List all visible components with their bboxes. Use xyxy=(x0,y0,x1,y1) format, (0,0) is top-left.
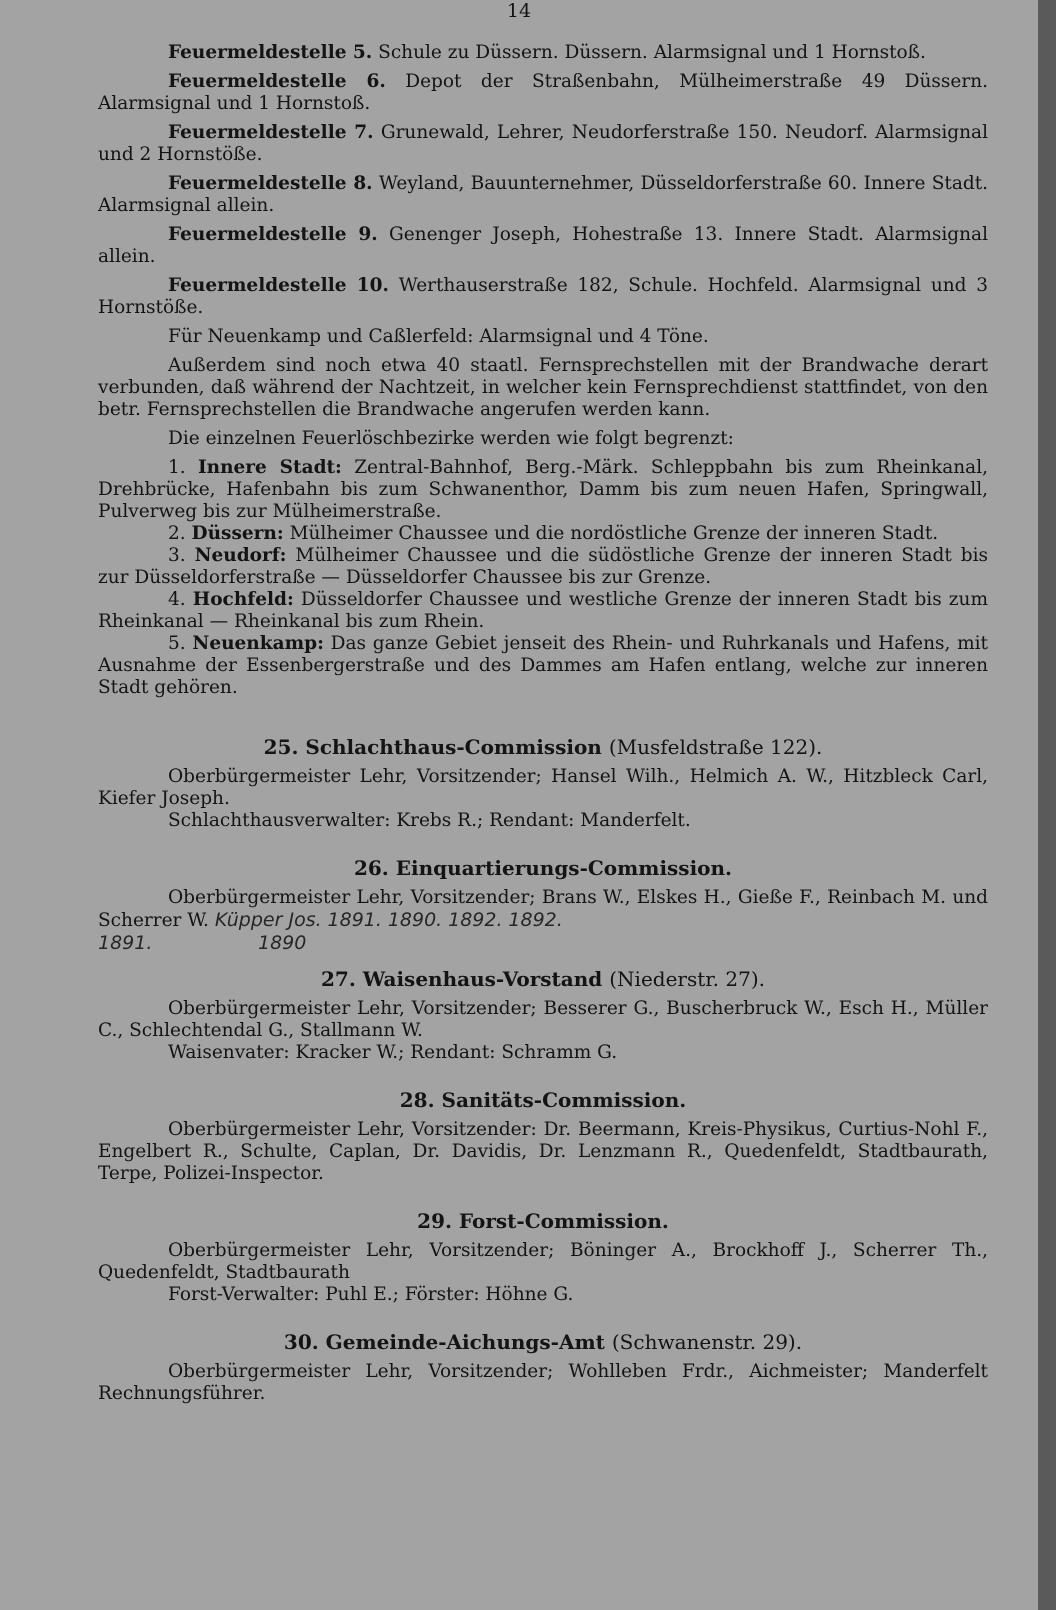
district-text: Mülheimer Chaussee und die nordöstliche Grenze der inneren Stadt. xyxy=(289,523,939,544)
alarm-post-text: Werthauserstraße 182, Schule. Hochfeld. Alarmsignal und 3 Hornstöße. xyxy=(98,275,988,318)
section-29-heading xyxy=(98,1209,988,1233)
handwritten-year: 1891. xyxy=(98,932,153,954)
section-28-heading xyxy=(98,1088,988,1112)
district-2 xyxy=(98,523,988,545)
district-text: Düsseldorfer Chaussee und westliche Grenze der inneren Stadt bis zum Rheinkanal — Rheinkanal bis zum Rhein. xyxy=(98,589,988,632)
alarm-post-label: Feuermeldestelle 6. xyxy=(168,71,386,92)
section-title: Einquartierungs-Commission. xyxy=(395,856,733,880)
section-27-members: Oberbürgermeister Lehr, Vorsitzender; Besserer G., Buscherbruck W., Esch H., Müller C., Schlechtendal G., Stallmann W. xyxy=(98,998,988,1041)
text-column xyxy=(98,42,988,1405)
alarm-post-9 xyxy=(98,224,988,268)
district-number: 2. xyxy=(168,523,186,544)
neuenkamp-line: Für Neuenkamp und Caßlerfeld: Alarmsignal und 4 Töne. xyxy=(168,326,709,347)
page-number: 14 xyxy=(506,0,532,22)
section-title: Schlachthaus-Commission xyxy=(305,735,602,759)
alarm-post-label: Feuermeldestelle 7. xyxy=(168,122,374,143)
district-number: 5. xyxy=(168,633,186,654)
handwritten-year: 1892. xyxy=(448,909,503,931)
section-25-officials: Schlachthausverwalter: Krebs R.; Rendant: Manderfelt. xyxy=(168,810,691,831)
section-25-heading xyxy=(98,735,988,759)
extra-paragraph: Außerdem sind noch etwa 40 staatl. Fernsprechstellen mit der Brandwache derart verbunden, daß während der Nachtzeit, in welcher kein Fernsprechdienst stattfindet, von den betr. Fernsprechstellen die Brandwache angerufen werden kann. xyxy=(98,355,988,420)
handwritten-year: 1890. xyxy=(387,909,443,931)
district-5 xyxy=(98,633,988,699)
section-note: (Niederstr. 27). xyxy=(609,967,765,991)
section-note: (Musfeldstraße 122). xyxy=(608,735,823,759)
section-number: 30. xyxy=(283,1330,319,1354)
section-26-heading xyxy=(98,856,988,880)
alarm-post-text: Weyland, Bauunternehmer, Düsseldorferstraße 60. Innere Stadt. Alarmsignal allein. xyxy=(98,173,989,216)
alarm-post-text: Depot der Straßenbahn, Mülheimerstraße 49 Düssern. Alarmsignal und 1 Hornstoß. xyxy=(98,71,989,114)
districts-intro: Die einzelnen Feuerlöschbezirke werden wie folgt begrenzt: xyxy=(168,428,734,449)
alarm-post-text: Schule zu Düssern. Düssern. Alarmsignal und 1 Hornstoß. xyxy=(378,42,926,63)
alarm-post-text: Genenger Joseph, Hohestraße 13. Innere Stadt. Alarmsignal allein. xyxy=(98,224,989,267)
section-number: 25. xyxy=(263,735,299,759)
section-26-printed: Oberbürgermeister Lehr, Vorsitzender; Brans W., Elskes H., Gieße F., Reinbach M. und Scherrer W. xyxy=(98,887,988,931)
alarm-post-5 xyxy=(98,42,988,64)
section-27-officials: Waisenvater: Kracker W.; Rendant: Schramm G. xyxy=(168,1042,618,1063)
alarm-post-text: Grunewald, Lehrer, Neudorferstraße 150. Neudorf. Alarmsignal und 2 Hornstöße. xyxy=(98,122,988,165)
section-title: Sanitäts-Commission. xyxy=(441,1088,687,1112)
district-name: Neuenkamp: xyxy=(192,633,324,654)
district-number: 4. xyxy=(168,589,186,610)
district-1 xyxy=(98,457,988,523)
district-text: Zentral-Bahnhof, Berg.-Märk. Schleppbahn bis zum Rheinkanal, Drehbrücke, Hafenbahn bis zum Schwanenthor, Damm bis zum neuen Hafen, Springwall, Pulverweg bis zur Mülheimerstraße. xyxy=(98,457,988,522)
section-number: 28. xyxy=(399,1088,435,1112)
section-note: (Schwanenstr. 29). xyxy=(611,1330,803,1354)
district-text: Das ganze Gebiet jenseit des Rhein- und Ruhrkanals und Hafens, mit Ausnahme der Essenbergerstraße und des Dammes am Hafen entlang, welche zur inneren Stadt gehören. xyxy=(98,633,988,698)
district-name: Neudorf: xyxy=(194,545,287,566)
alarm-post-8 xyxy=(98,173,988,217)
alarm-post-7 xyxy=(98,122,988,166)
district-name: Düssern: xyxy=(191,523,284,544)
handwritten-year: 1890 xyxy=(258,932,307,954)
section-number: 26. xyxy=(353,856,389,880)
district-name: Hochfeld: xyxy=(192,589,294,610)
handwritten-year: 1892. xyxy=(508,909,563,931)
alarm-post-6 xyxy=(98,71,988,115)
handwritten-years-row xyxy=(98,932,988,960)
section-title: Waisenhaus-Vorstand xyxy=(362,967,603,991)
section-27-heading xyxy=(98,967,988,991)
section-title: Gemeinde-Aichungs-Amt xyxy=(325,1330,605,1354)
district-number: 1. xyxy=(168,457,186,478)
section-29-members: Oberbürgermeister Lehr, Vorsitzender; Böninger A., Brockhoff J., Scherrer Th., Quedenfeldt, Stadtbaurath xyxy=(98,1240,988,1283)
section-number: 27. xyxy=(321,967,356,991)
section-29-officials: Forst-Verwalter: Puhl E.; Förster: Höhne G. xyxy=(168,1284,574,1305)
alarm-post-label: Feuermeldestelle 5. xyxy=(168,42,373,63)
section-title: Forst-Commission. xyxy=(458,1209,669,1233)
district-name: Innere Stadt: xyxy=(197,457,342,478)
district-3 xyxy=(98,545,988,589)
alarm-post-label: Feuermeldestelle 8. xyxy=(168,173,373,194)
section-26-members xyxy=(98,887,988,932)
district-text: Mülheimer Chaussee und die südöstliche Grenze der inneren Stadt bis zur Düsseldorferstraße — Düsseldorfer Chaussee bis zur Grenze. xyxy=(98,545,988,588)
alarm-post-10 xyxy=(98,275,988,319)
section-28-members: Oberbürgermeister Lehr, Vorsitzender: Dr. Beermann, Kreis-Physikus, Curtius-Nohl F., Engelbert R., Schulte, Caplan, Dr. Davidis, Dr. Lenzmann R., Quedenfeldt, Stadtbaurath, Terpe, Polizei-Inspector. xyxy=(98,1119,988,1184)
district-4 xyxy=(98,589,988,633)
section-number: 29. xyxy=(417,1209,452,1233)
district-number: 3. xyxy=(168,545,186,566)
section-30-heading xyxy=(98,1330,988,1354)
section-25-members: Oberbürgermeister Lehr, Vorsitzender; Hansel Wilh., Helmich A. W., Hitzbleck Carl, Kiefer Joseph. xyxy=(98,766,988,809)
alarm-post-label: Feuermeldestelle 10. xyxy=(168,275,389,296)
section-30-members: Oberbürgermeister Lehr, Vorsitzender; Wohlleben Frdr., Aichmeister; Manderfelt Rechnungsführer. xyxy=(98,1361,988,1404)
alarm-post-label: Feuermeldestelle 9. xyxy=(168,224,378,245)
handwritten-name: Küpper Jos. xyxy=(214,909,322,931)
handwritten-year: 1891. xyxy=(327,909,382,931)
